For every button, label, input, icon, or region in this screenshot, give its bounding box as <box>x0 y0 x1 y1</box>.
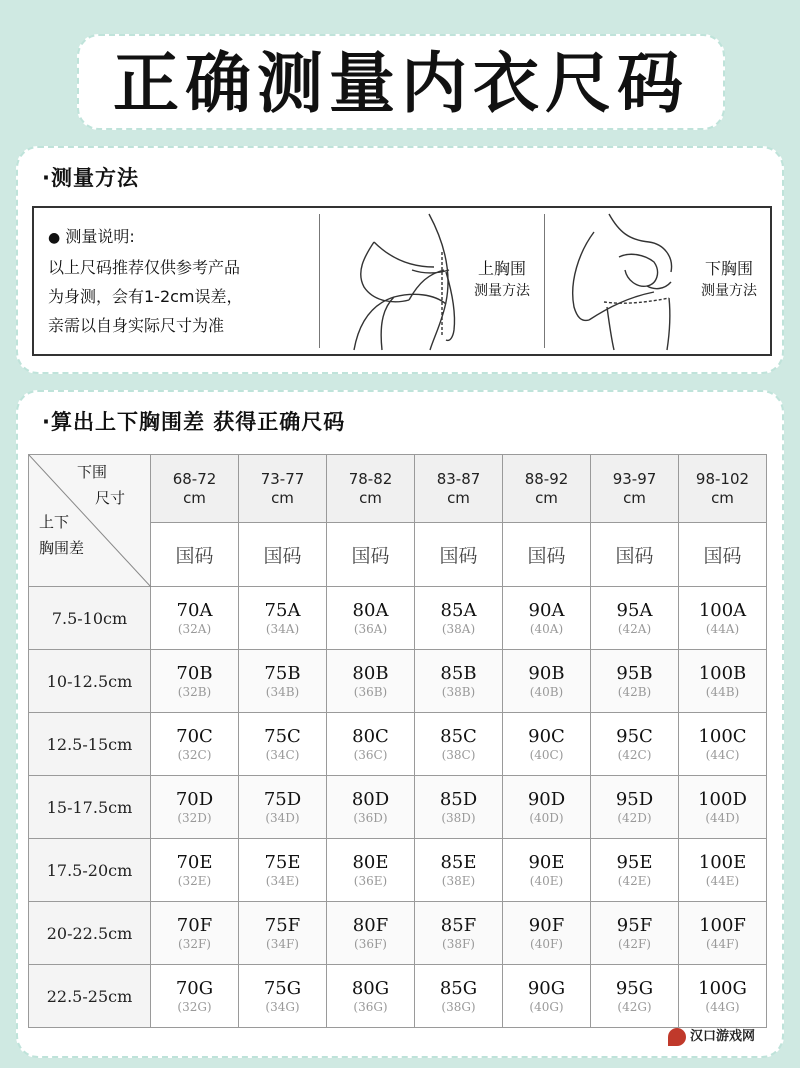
size-cell <box>239 965 327 1028</box>
size-intl: (36A) <box>353 621 388 636</box>
range-value: 83-87 <box>436 469 481 488</box>
measure-box <box>32 206 772 356</box>
column-guoma: 国码 <box>679 523 767 587</box>
size-cell <box>503 587 591 650</box>
size-cn: 90G <box>527 977 566 999</box>
size-cn: 100B <box>698 662 747 684</box>
row-diff-label: 15-17.5cm <box>29 776 151 839</box>
table-row <box>29 965 767 1028</box>
corner-bottom-b: 胸围差 <box>39 539 85 557</box>
size-cn: 95D <box>615 788 654 810</box>
size-cell <box>679 776 767 839</box>
range-value: 68-72 <box>172 469 217 488</box>
size-cell <box>591 839 679 902</box>
size-intl: (38E) <box>441 873 476 888</box>
size-cn: 100D <box>698 788 747 810</box>
lower-bust-title: 下胸围 <box>704 259 753 278</box>
size-intl: (42G) <box>617 999 652 1014</box>
upper-bust-label <box>462 258 542 302</box>
size-intl: (38F) <box>442 936 475 951</box>
table-row <box>29 650 767 713</box>
size-cell <box>679 650 767 713</box>
size-cn: 80F <box>352 914 389 936</box>
size-cn: 80D <box>351 788 390 810</box>
size-intl: (34C) <box>265 747 300 762</box>
box-divider <box>544 214 545 348</box>
size-intl: (42F) <box>618 936 651 951</box>
column-guoma: 国码 <box>591 523 679 587</box>
size-intl: (44A) <box>705 621 740 636</box>
size-intl: (40G) <box>529 999 564 1014</box>
size-intl: (36G) <box>353 999 388 1014</box>
size-intl: (34G) <box>265 999 300 1014</box>
watermark-text: 汉口游戏网 <box>690 1029 756 1044</box>
corner-top-a: 下围 <box>77 463 108 481</box>
size-cell <box>327 587 415 650</box>
size-cn: 70D <box>175 788 214 810</box>
range-value: 73-77 <box>260 469 305 488</box>
size-cn: 75B <box>264 662 301 684</box>
size-cn: 90C <box>528 725 565 747</box>
size-cell <box>151 965 239 1028</box>
size-intl: (36B) <box>353 684 388 699</box>
size-cn: 95E <box>616 851 653 873</box>
note-line-2: 为身测，会有1-2cm误差， <box>48 287 243 306</box>
size-intl: (40E) <box>529 873 564 888</box>
size-intl: (34A) <box>265 621 300 636</box>
lower-bust-sub: 测量方法 <box>701 283 757 299</box>
row-diff-label: 7.5-10cm <box>29 587 151 650</box>
size-cell <box>327 650 415 713</box>
range-unit: cm <box>711 488 734 507</box>
size-cn: 70B <box>176 662 213 684</box>
size-cn: 85A <box>440 599 477 621</box>
size-cell <box>503 650 591 713</box>
size-cell <box>503 902 591 965</box>
size-cn: 85G <box>439 977 478 999</box>
size-intl: (32B) <box>177 684 212 699</box>
table-row <box>29 776 767 839</box>
size-cell <box>415 965 503 1028</box>
size-cell <box>239 776 327 839</box>
column-guoma: 国码 <box>327 523 415 587</box>
size-calc-heading: ·算出上下胸围差 获得正确尺码 <box>42 410 346 434</box>
size-cn: 95A <box>616 599 653 621</box>
column-range <box>591 455 679 523</box>
size-intl: (32A) <box>177 621 212 636</box>
size-cn: 80C <box>352 725 389 747</box>
size-cn: 100C <box>698 725 747 747</box>
size-cn: 85E <box>440 851 477 873</box>
size-cell <box>591 713 679 776</box>
site-logo-icon <box>668 1028 686 1046</box>
size-intl: (32E) <box>177 873 212 888</box>
size-cn: 75C <box>264 725 301 747</box>
range-value: 98-102 <box>695 469 750 488</box>
size-cn: 80B <box>352 662 389 684</box>
size-cell <box>239 713 327 776</box>
size-cell <box>151 650 239 713</box>
size-cn: 70G <box>175 977 214 999</box>
size-cell <box>591 965 679 1028</box>
size-cn: 90A <box>528 599 565 621</box>
size-intl: (40A) <box>529 621 564 636</box>
size-intl: (36F) <box>354 936 387 951</box>
row-diff-label: 20-22.5cm <box>29 902 151 965</box>
column-guoma: 国码 <box>151 523 239 587</box>
range-value: 78-82 <box>348 469 393 488</box>
range-unit: cm <box>359 488 382 507</box>
size-intl: (36E) <box>353 873 388 888</box>
size-cn: 85F <box>440 914 477 936</box>
column-guoma: 国码 <box>503 523 591 587</box>
size-intl: (38G) <box>441 999 476 1014</box>
column-range <box>503 455 591 523</box>
size-cn: 70A <box>176 599 213 621</box>
size-cell <box>415 650 503 713</box>
size-cell <box>415 587 503 650</box>
size-cn: 75F <box>264 914 301 936</box>
size-intl: (44C) <box>705 747 740 762</box>
size-intl: (44G) <box>705 999 740 1014</box>
size-cell <box>239 650 327 713</box>
note-line-1: 以上尺码推荐仅供参考产品 <box>48 258 241 277</box>
size-intl: (32D) <box>177 810 212 825</box>
row-diff-label: 12.5-15cm <box>29 713 151 776</box>
size-cn: 70F <box>176 914 213 936</box>
lower-bust-label <box>689 258 769 302</box>
size-cell <box>327 713 415 776</box>
size-cn: 85B <box>440 662 477 684</box>
size-cn: 100F <box>699 914 746 936</box>
lower-bust-figure-icon <box>559 212 689 352</box>
note-title: 测量说明: <box>65 227 135 246</box>
header-range-row <box>29 455 767 523</box>
size-cell <box>327 839 415 902</box>
size-cell <box>591 902 679 965</box>
size-cn: 90B <box>528 662 565 684</box>
size-intl: (38B) <box>441 684 476 699</box>
size-cn: 80G <box>351 977 390 999</box>
size-cell <box>239 587 327 650</box>
size-cn: 90E <box>528 851 565 873</box>
range-unit: cm <box>623 488 646 507</box>
range-unit: cm <box>447 488 470 507</box>
measure-method-heading: ·测量方法 <box>42 166 139 190</box>
measure-note <box>48 222 243 340</box>
size-intl: (34F) <box>266 936 299 951</box>
size-cell <box>415 713 503 776</box>
size-cn: 95C <box>616 725 653 747</box>
size-calc-card <box>16 390 784 1058</box>
size-cell <box>503 713 591 776</box>
range-unit: cm <box>535 488 558 507</box>
size-cell <box>591 587 679 650</box>
upper-bust-figure-icon <box>334 212 474 352</box>
size-cn: 100E <box>698 851 747 873</box>
size-cell <box>151 776 239 839</box>
size-intl: (32F) <box>178 936 211 951</box>
column-guoma: 国码 <box>239 523 327 587</box>
size-intl: (36C) <box>353 747 388 762</box>
column-range <box>415 455 503 523</box>
size-table <box>28 454 767 1028</box>
size-cn: 100A <box>698 599 747 621</box>
size-cn: 100G <box>698 977 747 999</box>
size-cell <box>415 902 503 965</box>
size-cell <box>679 902 767 965</box>
table-corner <box>29 455 151 587</box>
size-cell <box>591 650 679 713</box>
size-cell <box>679 713 767 776</box>
size-intl: (42E) <box>617 873 652 888</box>
range-unit: cm <box>271 488 294 507</box>
size-cn: 75D <box>263 788 302 810</box>
table-row <box>29 902 767 965</box>
size-intl: (44B) <box>705 684 740 699</box>
size-cell <box>239 839 327 902</box>
size-cn: 90F <box>528 914 565 936</box>
size-intl: (40D) <box>529 810 564 825</box>
size-cell <box>327 776 415 839</box>
range-value: 93-97 <box>612 469 657 488</box>
size-cell <box>679 965 767 1028</box>
page-title: 正确测量内衣尺码 <box>113 45 689 122</box>
corner-top-b: 尺寸 <box>95 489 126 507</box>
size-intl: (34B) <box>265 684 300 699</box>
table-row <box>29 713 767 776</box>
size-cell <box>151 713 239 776</box>
size-cell <box>591 776 679 839</box>
size-cell <box>151 587 239 650</box>
measure-method-card <box>16 146 784 374</box>
table-row <box>29 839 767 902</box>
row-diff-label: 17.5-20cm <box>29 839 151 902</box>
size-intl: (34E) <box>265 873 300 888</box>
size-cell <box>679 587 767 650</box>
size-intl: (44E) <box>705 873 740 888</box>
size-cn: 95G <box>615 977 654 999</box>
bullet-icon: ● <box>48 230 61 246</box>
size-intl: (32C) <box>177 747 212 762</box>
size-cell <box>415 839 503 902</box>
title-card <box>77 34 725 130</box>
row-diff-label: 10-12.5cm <box>29 650 151 713</box>
size-cn: 75G <box>263 977 302 999</box>
size-cn: 75A <box>264 599 301 621</box>
column-guoma: 国码 <box>415 523 503 587</box>
size-cn: 90D <box>527 788 566 810</box>
size-intl: (40B) <box>529 684 564 699</box>
size-intl: (42A) <box>617 621 652 636</box>
size-cell <box>503 839 591 902</box>
size-cn: 80E <box>352 851 389 873</box>
note-line-3: 亲需以自身实际尺寸为准 <box>48 316 225 335</box>
size-intl: (40C) <box>529 747 564 762</box>
column-range <box>151 455 239 523</box>
size-intl: (42B) <box>617 684 652 699</box>
size-cell <box>503 776 591 839</box>
column-range <box>239 455 327 523</box>
size-cn: 85D <box>439 788 478 810</box>
size-cn: 80A <box>352 599 389 621</box>
size-intl: (38A) <box>441 621 476 636</box>
size-cell <box>415 776 503 839</box>
upper-bust-title: 上胸围 <box>477 259 526 278</box>
corner-bottom-a: 上下 <box>39 513 70 531</box>
range-unit: cm <box>183 488 206 507</box>
size-cn: 70E <box>176 851 213 873</box>
size-cell <box>327 902 415 965</box>
size-cn: 70C <box>176 725 213 747</box>
range-value: 88-92 <box>524 469 569 488</box>
size-intl: (34D) <box>265 810 300 825</box>
size-intl: (38C) <box>441 747 476 762</box>
size-cell <box>239 902 327 965</box>
size-cell <box>151 902 239 965</box>
upper-bust-sub: 测量方法 <box>474 283 530 299</box>
size-intl: (38D) <box>441 810 476 825</box>
size-cell <box>503 965 591 1028</box>
size-intl: (40F) <box>530 936 563 951</box>
size-intl: (32G) <box>177 999 212 1014</box>
size-intl: (44D) <box>705 810 740 825</box>
size-cell <box>151 839 239 902</box>
size-cn: 75E <box>264 851 301 873</box>
size-cn: 85C <box>440 725 477 747</box>
size-intl: (36D) <box>353 810 388 825</box>
site-watermark <box>668 1022 776 1052</box>
size-cn: 95F <box>616 914 653 936</box>
size-cell <box>327 965 415 1028</box>
box-divider <box>319 214 320 348</box>
size-cn: 95B <box>616 662 653 684</box>
size-intl: (42C) <box>617 747 652 762</box>
size-intl: (42D) <box>617 810 652 825</box>
row-diff-label: 22.5-25cm <box>29 965 151 1028</box>
size-intl: (44F) <box>706 936 739 951</box>
table-row <box>29 587 767 650</box>
size-cell <box>679 839 767 902</box>
column-range <box>327 455 415 523</box>
column-range <box>679 455 767 523</box>
